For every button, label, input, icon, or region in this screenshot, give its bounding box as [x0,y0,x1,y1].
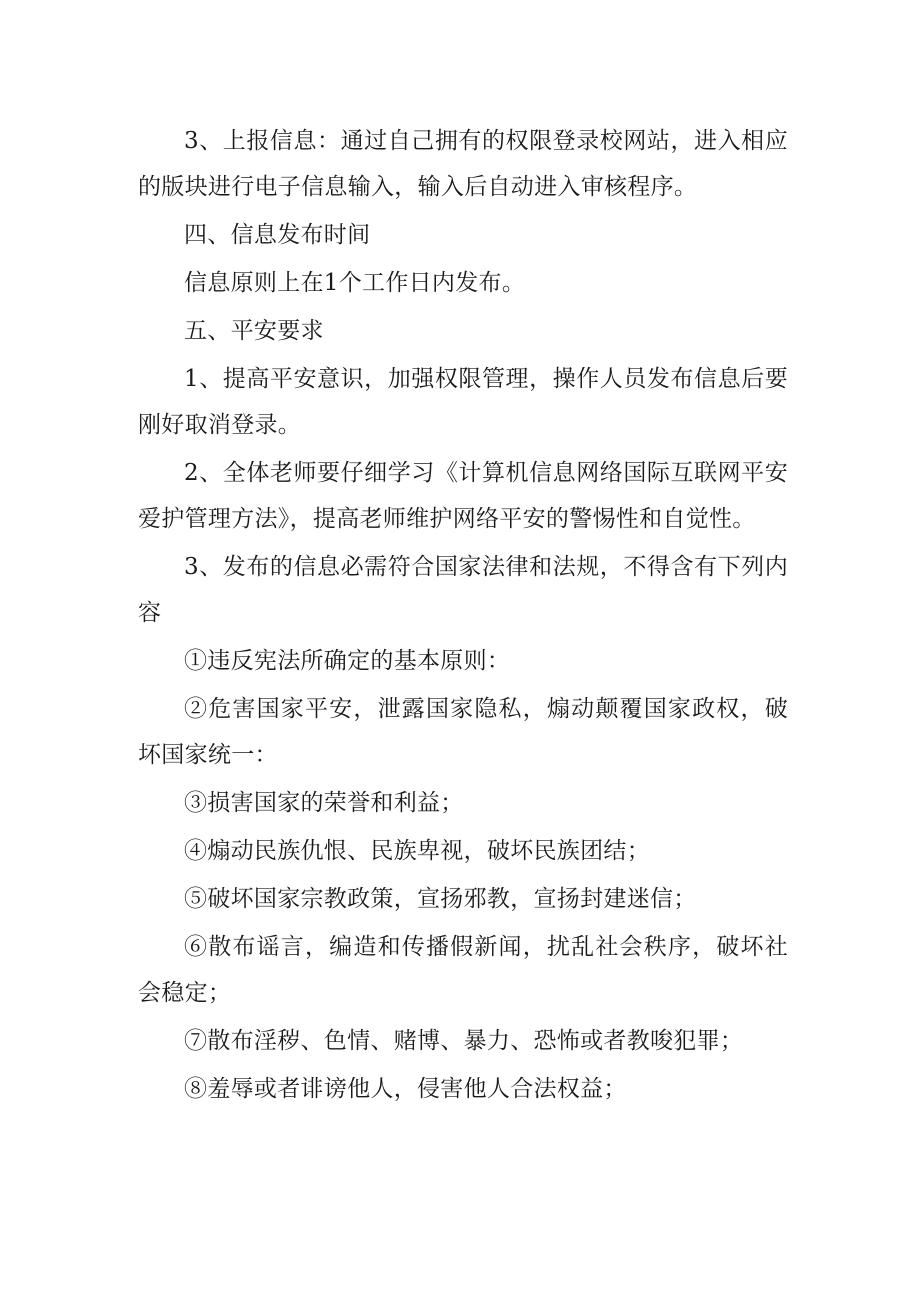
list-item-6: ⑥散布谣言，编造和传播假新闻，扰乱社会秩序，破坏社会稳定； [138,934,788,1006]
list-item-1: ①违反宪法所确定的基本原则： [184,648,511,674]
paragraph-teacher-study: 2、全体老师要仔细学习《计算机信息网络国际互联网平安爱护管理方法》，提高老师维护网络平安的警惕性和自觉性。 [138,460,788,532]
list-item-2: ②危害国家平安，泄露国家隐私，煽动颠覆国家政权，破坏国家统一： [138,696,788,768]
list-item-5: ⑤破坏国家宗教政策，宣扬邪教，宣扬封建迷信； [184,886,697,912]
list-item-8: ⑧羞辱或者诽谤他人，侵害他人合法权益； [184,1076,627,1102]
heading-safety-requirements: 五、平安要求 [184,318,324,344]
list-item-4: ④煽动民族仇恨、民族卑视，破坏民族团结； [184,838,650,864]
list-item-7: ⑦散布淫秽、色情、赌博、暴力、恐怖或者教唆犯罪； [184,1028,744,1054]
document-body [138,118,788,1114]
heading-publish-time: 四、信息发布时间 [184,222,371,248]
list-item-3: ③损害国家的荣誉和利益； [184,790,464,816]
paragraph-legal-compliance: 3、发布的信息必需符合国家法律和法规，不得含有下列内容 [138,554,788,626]
paragraph-safety-awareness: 1、提高平安意识，加强权限管理，操作人员发布信息后要刚好取消登录。 [138,366,788,438]
paragraph-report-info: 3、上报信息：通过自己拥有的权限登录校网站，进入相应的版块进行电子信息输入，输入后自动进入审核程序。 [138,128,788,200]
paragraph-publish-rule: 信息原则上在1个工作日内发布。 [184,270,526,296]
